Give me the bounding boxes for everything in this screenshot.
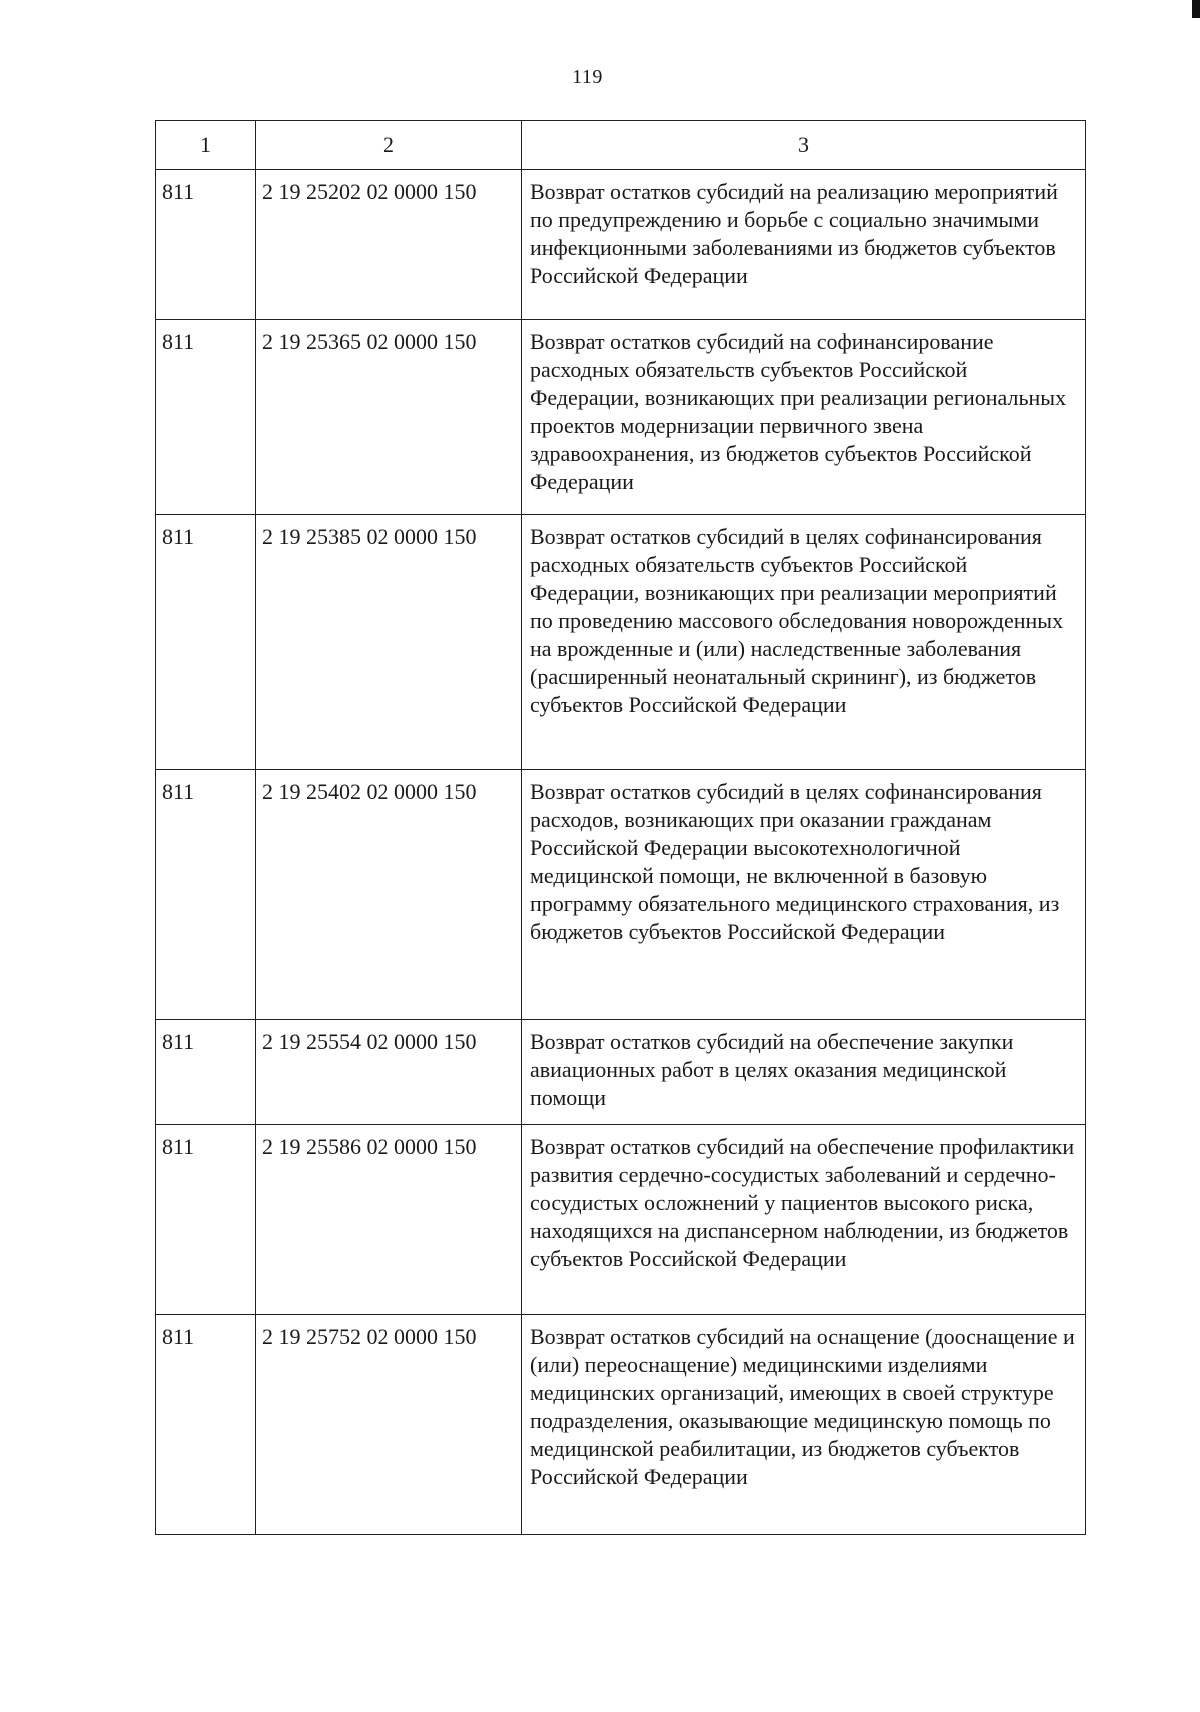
description-cell: Возврат остатков субсидий на софинансирование расходных обязательств субъектов Российской Федерации, возникающих при реализации региональных проектов модернизации первичного звена здравоохранения, из бюджетов субъектов Российской Федерации bbox=[522, 320, 1086, 515]
description-cell: Возврат остатков субсидий на обеспечение закупки авиационных работ в целях оказания медицинской помощи bbox=[522, 1020, 1086, 1125]
kbk-code-cell: 2 19 25402 02 0000 150 bbox=[256, 770, 522, 1020]
table-row bbox=[156, 320, 1086, 515]
table-row bbox=[156, 170, 1086, 320]
description-cell: Возврат остатков субсидий на реализацию мероприятий по предупреждению и борьбе с социально значимыми инфекционными заболеваниями из бюджетов субъектов Российской Федерации bbox=[522, 170, 1086, 320]
table-row bbox=[156, 1315, 1086, 1535]
table-row bbox=[156, 770, 1086, 1020]
admin-code-cell: 811 bbox=[156, 1315, 256, 1535]
kbk-code-cell: 2 19 25586 02 0000 150 bbox=[256, 1125, 522, 1315]
kbk-code-cell: 2 19 25385 02 0000 150 bbox=[256, 515, 522, 770]
description-cell: Возврат остатков субсидий на обеспечение профилактики развития сердечно-сосудистых заболеваний и сердечно-сосудистых осложнений у пациентов высокого риска, находящихся на диспансерном наблюдении, из бюджетов субъектов Российской Федерации bbox=[522, 1125, 1086, 1315]
table-row bbox=[156, 515, 1086, 770]
table-row bbox=[156, 1020, 1086, 1125]
kbk-code-cell: 2 19 25365 02 0000 150 bbox=[256, 320, 522, 515]
admin-code-cell: 811 bbox=[156, 170, 256, 320]
column-header-3: 3 bbox=[522, 121, 1086, 170]
description-cell: Возврат остатков субсидий в целях софинансирования расходов, возникающих при оказании гражданам Российской Федерации высокотехнологичной медицинской помощи, не включенной в базовую программу обязательного медицинского страхования, из бюджетов субъектов Российской Федерации bbox=[522, 770, 1086, 1020]
page-number: 119 bbox=[572, 66, 603, 88]
column-header-2: 2 bbox=[256, 121, 522, 170]
table-header-row bbox=[156, 121, 1086, 170]
scan-edge-mark bbox=[1192, 0, 1200, 18]
budget-codes-table bbox=[155, 120, 1086, 1535]
kbk-code-cell: 2 19 25752 02 0000 150 bbox=[256, 1315, 522, 1535]
description-cell: Возврат остатков субсидий на оснащение (дооснащение и (или) переоснащение) медицинскими изделиями медицинских организаций, имеющих в своей структуре подразделения, оказывающие медицинскую помощь по медицинской реабилитации, из бюджетов субъектов Российской Федерации bbox=[522, 1315, 1086, 1535]
kbk-code-cell: 2 19 25202 02 0000 150 bbox=[256, 170, 522, 320]
admin-code-cell: 811 bbox=[156, 320, 256, 515]
admin-code-cell: 811 bbox=[156, 770, 256, 1020]
admin-code-cell: 811 bbox=[156, 1020, 256, 1125]
kbk-code-cell: 2 19 25554 02 0000 150 bbox=[256, 1020, 522, 1125]
column-header-1: 1 bbox=[156, 121, 256, 170]
admin-code-cell: 811 bbox=[156, 515, 256, 770]
description-cell: Возврат остатков субсидий в целях софинансирования расходных обязательств субъектов Российской Федерации, возникающих при реализации мероприятий по проведению массового обследования новорожденных на врожденные и (или) наследственные заболевания (расширенный неонатальный скрининг), из бюджетов субъектов Российской Федерации bbox=[522, 515, 1086, 770]
admin-code-cell: 811 bbox=[156, 1125, 256, 1315]
table-row bbox=[156, 1125, 1086, 1315]
